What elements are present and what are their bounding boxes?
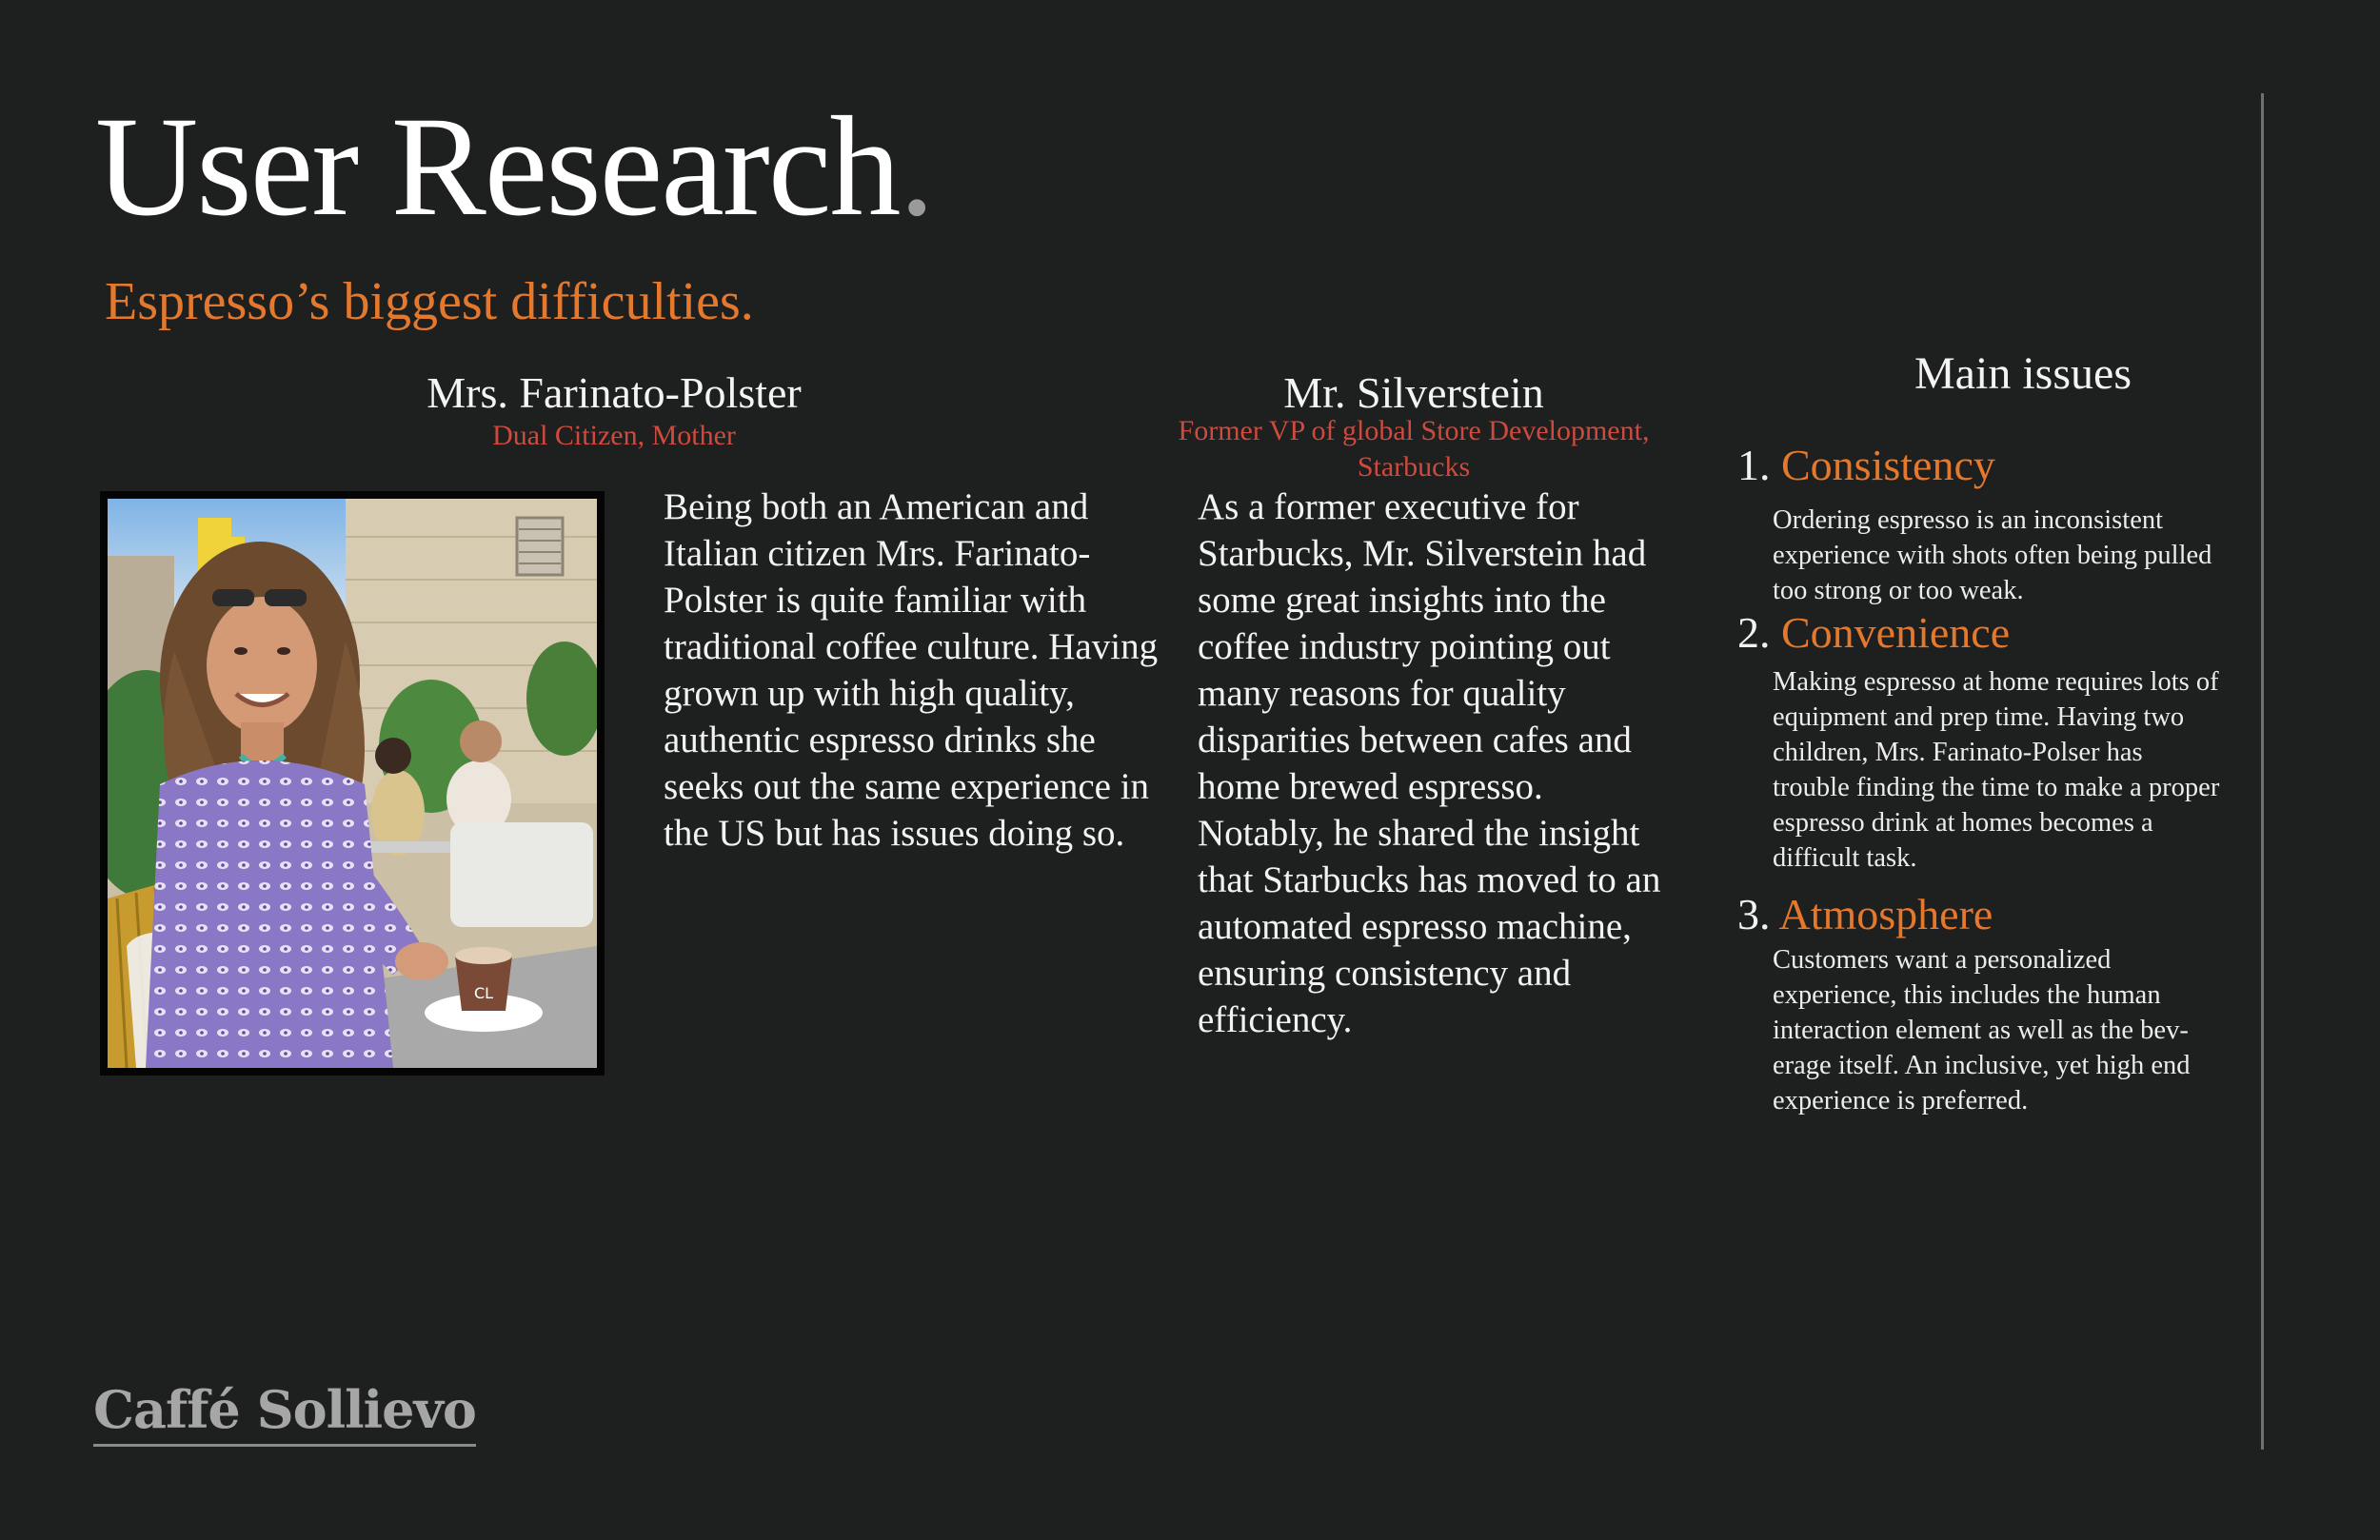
- persona1-role: Dual Citizen, Mother: [492, 420, 736, 451]
- main-issues-heading: Main issues: [1914, 348, 2132, 399]
- issue-3-body: Customers want a personalized experience, this includes the human interaction element as well as the beverage itself. An inclusive, yet high end experience is preferred.: [1773, 945, 2191, 1116]
- issue-2-title: Convenience: [1781, 608, 2011, 657]
- svg-text:CL: CL: [474, 984, 494, 1002]
- portrait-photo-icon: [108, 499, 597, 1068]
- persona2-role: Former VP of global Store Development, Starbucks: [1178, 415, 1650, 483]
- issue-3-title: Atmosphere: [1778, 890, 1993, 938]
- title-text: User Research: [95, 88, 900, 246]
- issue-1-title: Consistency: [1781, 441, 1995, 489]
- issue-1-body: Ordering espresso is an inconsistent experience with shots often being pulled too strong or too weak.: [1773, 505, 2212, 605]
- issue-2-number: 2.: [1737, 608, 1771, 657]
- issue-1-heading: [1737, 441, 1995, 489]
- issue-3-heading: [1737, 890, 1993, 938]
- issue-3-number: 3.: [1737, 890, 1771, 938]
- persona1-description: Being both an American and Italian citizen Mrs. Farinato-Polster is quite familiar with traditional coffee culture. Having grown up with high quality, authentic espresso drinks she seeks out the same experience in the US but has issues doing so.: [664, 486, 1159, 854]
- persona2-name: Mr. Silverstein: [1283, 368, 1544, 417]
- brand-logo: Caffé Sollievo: [93, 1382, 476, 1447]
- page-title: [95, 88, 933, 246]
- persona1-name: Mrs. Farinato-Polster: [426, 368, 802, 417]
- persona2-description: As a former executive for Starbucks, Mr. Silverstein had some great insights into the coffee industry pointing out many reasons for quality disparities between cafes and home brewed espresso. Notably, he shared the insight that Starbucks has moved to an automated espresso machine, ensuring consistency and efficiency.: [1198, 486, 1661, 1040]
- page-subtitle: Espresso’s biggest difficulties.: [105, 272, 754, 331]
- issue-2-body: Making espresso at home requires lots of equipment and prep time. Having two children, Mrs. Farinato-Polser has trouble finding the time to make a proper espresso drink at homes becomes a difficult task.: [1773, 667, 2220, 873]
- title-dot: .: [899, 88, 933, 246]
- issue-1-number: 1.: [1737, 441, 1771, 489]
- issue-2-heading: [1737, 608, 2011, 657]
- persona1-photo: [100, 491, 605, 1076]
- vertical-divider: [2261, 93, 2264, 1450]
